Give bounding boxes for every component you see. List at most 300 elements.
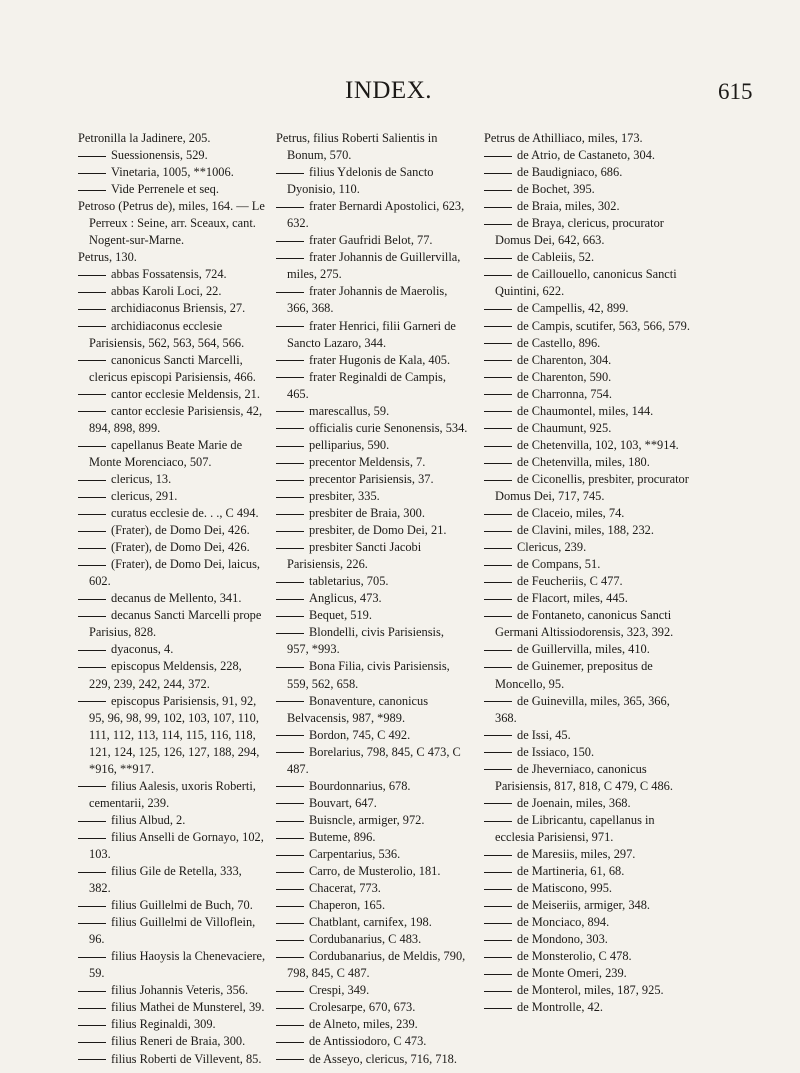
entry-dash — [484, 974, 512, 975]
entry-text: Buisncle, armiger, 972. — [309, 812, 425, 827]
entry-dash — [484, 1008, 512, 1009]
index-entry — [276, 488, 468, 505]
index-entry — [276, 863, 468, 880]
entry-dash — [78, 497, 106, 498]
entry-text: pelliparius, 590. — [309, 437, 390, 452]
index-entry — [276, 283, 468, 317]
entry-text: de Monte Omeri, 239. — [517, 966, 627, 981]
index-entry — [484, 420, 694, 437]
index-entry — [484, 880, 694, 897]
entry-dash — [484, 411, 512, 412]
entry-dash — [78, 1025, 106, 1026]
index-column-3 — [484, 130, 694, 1016]
index-entry — [276, 232, 468, 249]
index-entry — [484, 403, 694, 420]
entry-dash — [78, 1042, 106, 1043]
entry-dash — [276, 446, 304, 447]
entry-text: Borelarius, 798, 845, C 473, C 487. — [287, 744, 461, 776]
index-entry — [484, 641, 694, 658]
index-entry — [276, 999, 468, 1016]
entry-text: episcopus Parisiensis, 91, 92, 95, 96, 98, 99, 102, 103, 107, 110, 111, 112, 113, 114, 115, 116, 118, 121, 124, 125, 126, 127, 188, 294, *916, **917. — [89, 693, 260, 776]
index-entry — [78, 999, 266, 1016]
index-entry — [78, 283, 266, 300]
index-entry — [276, 352, 468, 369]
index-entry — [276, 249, 468, 283]
index-entry — [276, 1051, 468, 1068]
entry-text: filius Gile de Retella, 333, 382. — [89, 864, 242, 896]
index-entry — [78, 982, 266, 999]
index-entry — [484, 471, 694, 505]
entry-dash — [484, 377, 512, 378]
entry-dash — [78, 548, 106, 549]
entry-dash — [484, 872, 512, 873]
index-entry — [78, 556, 266, 590]
entry-dash — [276, 872, 304, 873]
index-column-2 — [276, 130, 468, 1068]
entry-dash — [78, 599, 106, 600]
entry-text: de Chaumontel, miles, 144. — [517, 403, 654, 418]
entry-dash — [484, 821, 512, 822]
index-entry — [484, 999, 694, 1016]
entry-text: de Monciaco, 894. — [517, 915, 610, 930]
index-entry — [276, 505, 468, 522]
entry-dash — [276, 616, 304, 617]
entry-text: de Atrio, de Castaneto, 304. — [517, 148, 655, 163]
index-entry — [276, 437, 468, 454]
index-entry — [484, 744, 694, 761]
entry-text: de Feucheriis, C 477. — [517, 574, 623, 589]
index-entry — [484, 352, 694, 369]
entry-text: Bonaventure, canonicus Belvacensis, 987, *989. — [287, 693, 429, 725]
entry-text: Cordubanarius, C 483. — [309, 932, 422, 947]
entry-text: archidiaconus Briensis, 27. — [111, 301, 246, 316]
entry-dash — [78, 326, 106, 327]
entry-text: Bequet, 519. — [309, 608, 372, 623]
entry-text: de Issiaco, 150. — [517, 744, 595, 759]
entry-dash — [484, 752, 512, 753]
entry-text: Petrus, 130. — [78, 250, 137, 265]
entry-text: presbiter, 335. — [309, 488, 380, 503]
page-number: 615 — [718, 79, 753, 104]
entry-dash — [78, 411, 106, 412]
entry-dash — [484, 173, 512, 174]
index-entry — [276, 658, 468, 692]
entry-text: decanus de Mellento, 341. — [111, 591, 242, 606]
entry-text: clericus, 13. — [111, 471, 172, 486]
entry-dash — [276, 428, 304, 429]
entry-dash — [276, 173, 304, 174]
index-entry — [78, 539, 266, 556]
index-entry — [78, 488, 266, 505]
index-entry — [484, 812, 694, 846]
index-entry — [78, 1033, 266, 1050]
index-entry — [276, 1016, 468, 1033]
entry-dash — [484, 735, 512, 736]
index-entry — [276, 1033, 468, 1050]
index-entry — [276, 829, 468, 846]
entry-text: Petronilla la Jadinere, 205. — [78, 131, 211, 145]
entry-dash — [78, 309, 106, 310]
entry-text: de Montrolle, 42. — [517, 1000, 604, 1015]
index-entry — [484, 266, 694, 300]
entry-dash — [78, 514, 106, 515]
entry-text: Carro, de Musterolio, 181. — [309, 864, 441, 879]
index-entry — [484, 437, 694, 454]
entry-text: filius Albud, 2. — [111, 812, 186, 827]
index-entry — [276, 897, 468, 914]
index-entry — [78, 590, 266, 607]
entry-dash — [484, 582, 512, 583]
entry-text: de Flacort, miles, 445. — [517, 591, 628, 606]
index-entry — [276, 164, 468, 198]
entry-dash — [276, 786, 304, 787]
entry-dash — [276, 258, 304, 259]
entry-dash — [276, 1059, 304, 1060]
index-entry — [78, 164, 266, 181]
entry-dash — [276, 207, 304, 208]
entry-text: de Braia, miles, 302. — [517, 199, 620, 214]
index-entry — [276, 522, 468, 539]
index-entry — [484, 965, 694, 982]
entry-dash — [78, 1059, 106, 1060]
entry-dash — [484, 957, 512, 958]
index-entry — [484, 914, 694, 931]
entry-text: Cordubanarius, de Meldis, 790, 798, 845, C 487. — [287, 949, 466, 981]
entry-text: Blondelli, civis Parisiensis, 957, *993. — [287, 625, 444, 657]
index-entry — [276, 880, 468, 897]
index-entry — [276, 590, 468, 607]
index-entry — [484, 931, 694, 948]
index-entry — [484, 573, 694, 590]
index-entry — [78, 778, 266, 812]
entry-text: Petrus de Athilliaco, miles, 173. — [484, 131, 643, 145]
index-entry — [484, 846, 694, 863]
entry-text: cantor ecclesie Parisiensis, 42, 894, 898, 899. — [89, 403, 263, 435]
index-entry — [78, 607, 266, 641]
page-header — [0, 77, 800, 107]
entry-dash — [484, 565, 512, 566]
index-entry — [78, 522, 266, 539]
entry-text: curatus ecclesie de. . ., C 494. — [111, 506, 259, 521]
entry-dash — [276, 1025, 304, 1026]
entry-dash — [78, 701, 106, 702]
index-entry — [484, 147, 694, 164]
entry-dash — [484, 769, 512, 770]
entry-text: filius Ydelonis de Sancto Dyonisio, 110. — [287, 165, 434, 197]
entry-dash — [484, 360, 512, 361]
index-entry — [484, 607, 694, 641]
entry-text: frater Hugonis de Kala, 405. — [309, 352, 451, 367]
entry-dash — [78, 173, 106, 174]
entry-text: episcopus Meldensis, 228, 229, 239, 242, 244, 372. — [89, 659, 242, 691]
entry-text: cantor ecclesie Meldensis, 21. — [111, 386, 260, 401]
entry-dash — [276, 940, 304, 941]
entry-text: Clericus, 239. — [517, 540, 587, 555]
entry-text: filius Guillelmi de Buch, 70. — [111, 898, 253, 913]
index-entry — [78, 352, 266, 386]
entry-dash — [78, 616, 106, 617]
index-entry — [276, 454, 468, 471]
entry-text: de Maresiis, miles, 297. — [517, 846, 636, 861]
entry-text: Chaperon, 165. — [309, 898, 386, 913]
entry-text: de Caillouello, canonicus Sancti Quintini, 622. — [495, 267, 677, 299]
index-entry — [276, 795, 468, 812]
entry-text: Vide Perrenele et seq. — [111, 182, 219, 197]
entry-dash — [78, 991, 106, 992]
index-entry — [484, 727, 694, 744]
entry-dash — [276, 480, 304, 481]
entry-text: presbiter de Braia, 300. — [309, 506, 425, 521]
index-entry — [276, 948, 468, 982]
entry-text: de Mondono, 303. — [517, 932, 608, 947]
index-entry — [276, 420, 468, 437]
entry-dash — [484, 190, 512, 191]
entry-text: filius Aalesis, uxoris Roberti, cementarii, 239. — [89, 778, 256, 810]
entry-text: de Guinemer, prepositus de Moncello, 95. — [495, 659, 653, 691]
entry-dash — [78, 156, 106, 157]
index-entry — [484, 198, 694, 215]
entry-dash — [484, 463, 512, 464]
entry-dash — [78, 906, 106, 907]
entry-dash — [276, 514, 304, 515]
entry-text: de Chetenvilla, 102, 103, **914. — [517, 437, 679, 452]
entry-text: de Ciconellis, presbiter, procurator Domus Dei, 717, 745. — [495, 471, 689, 503]
entry-text: de Charronna, 754. — [517, 386, 612, 401]
index-entry — [78, 1016, 266, 1033]
entry-text: (Frater), de Domo Dei, 426. — [111, 523, 250, 538]
index-entry — [484, 761, 694, 795]
index-column-1 — [78, 130, 266, 1068]
index-entry — [484, 522, 694, 539]
index-entry — [276, 130, 468, 164]
index-entry — [78, 505, 266, 522]
index-entry — [276, 778, 468, 795]
entry-dash — [78, 190, 106, 191]
entry-dash — [276, 667, 304, 668]
entry-dash — [78, 1008, 106, 1009]
entry-dash — [78, 275, 106, 276]
index-entry — [276, 403, 468, 420]
index-entry — [276, 539, 468, 573]
entry-dash — [276, 548, 304, 549]
index-entry — [276, 982, 468, 999]
entry-text: abbas Fossatensis, 724. — [111, 267, 227, 282]
index-entry — [484, 539, 694, 556]
entry-dash — [78, 650, 106, 651]
entry-dash — [276, 497, 304, 498]
entry-dash — [78, 480, 106, 481]
entry-text: filius Reneri de Braia, 300. — [111, 1034, 246, 1049]
index-entry — [484, 300, 694, 317]
index-entry — [78, 863, 266, 897]
entry-text: filius Haoysis la Chenevaciere, 59. — [89, 949, 266, 981]
entry-dash — [276, 838, 304, 839]
index-entry — [484, 335, 694, 352]
index-entry — [276, 198, 468, 232]
entry-dash — [484, 855, 512, 856]
entry-text: clericus, 291. — [111, 488, 178, 503]
entry-dash — [484, 480, 512, 481]
entry-text: Anglicus, 473. — [309, 591, 382, 606]
index-entry — [78, 300, 266, 317]
entry-dash — [276, 599, 304, 600]
index-entry — [78, 897, 266, 914]
entry-dash — [276, 855, 304, 856]
entry-dash — [484, 258, 512, 259]
index-entry — [78, 403, 266, 437]
index-entry — [484, 863, 694, 880]
entry-dash — [276, 360, 304, 361]
entry-text: tabletarius, 705. — [309, 574, 389, 589]
entry-text: marescallus, 59. — [309, 403, 390, 418]
entry-text: frater Reginaldi de Campis, 465. — [287, 369, 446, 401]
entry-text: Buteme, 896. — [309, 829, 376, 844]
entry-text: de Monsterolio, C 478. — [517, 949, 632, 964]
entry-text: de Antissiodoro, C 473. — [309, 1034, 427, 1049]
index-entry — [484, 130, 694, 147]
entry-dash — [276, 633, 304, 634]
entry-dash — [276, 377, 304, 378]
entry-text: filius Mathei de Munsterel, 39. — [111, 1000, 265, 1015]
entry-text: de Cableiis, 52. — [517, 250, 595, 265]
index-entry — [276, 812, 468, 829]
entry-dash — [276, 957, 304, 958]
index-entry — [78, 147, 266, 164]
entry-text: de Martineria, 61, 68. — [517, 864, 625, 879]
index-entry — [78, 641, 266, 658]
entry-dash — [484, 207, 512, 208]
entry-dash — [276, 1042, 304, 1043]
index-entry — [276, 727, 468, 744]
entry-text: frater Henrici, filii Garneri de Sancto Lazaro, 344. — [287, 318, 456, 350]
entry-dash — [78, 292, 106, 293]
index-entry — [78, 198, 266, 249]
entry-text: frater Bernardi Apostolici, 623, 632. — [287, 199, 465, 231]
entry-text: Carpentarius, 536. — [309, 846, 401, 861]
entry-dash — [276, 923, 304, 924]
index-entry — [78, 266, 266, 283]
entry-dash — [276, 292, 304, 293]
index-entry — [484, 249, 694, 266]
entry-text: presbiter, de Domo Dei, 21. — [309, 523, 447, 538]
entry-text: Bordon, 745, C 492. — [309, 727, 411, 742]
entry-text: officialis curie Senonensis, 534. — [309, 420, 468, 435]
entry-dash — [276, 326, 304, 327]
entry-dash — [484, 514, 512, 515]
index-entry — [276, 607, 468, 624]
entry-dash — [276, 582, 304, 583]
entry-dash — [484, 616, 512, 617]
entry-dash — [276, 531, 304, 532]
entry-text: (Frater), de Domo Dei, 426. — [111, 540, 250, 555]
entry-dash — [276, 889, 304, 890]
index-entry — [484, 181, 694, 198]
entry-text: Chatblant, carnifex, 198. — [309, 915, 432, 930]
entry-text: de Chetenvilla, miles, 180. — [517, 454, 650, 469]
entry-dash — [78, 667, 106, 668]
index-entry — [78, 130, 266, 147]
index-entry — [276, 369, 468, 403]
entry-dash — [484, 275, 512, 276]
entry-text: de Castello, 896. — [517, 335, 601, 350]
entry-text: de Matiscono, 995. — [517, 881, 612, 896]
entry-text: de Charenton, 304. — [517, 352, 612, 367]
entry-dash — [484, 991, 512, 992]
entry-text: de Charenton, 590. — [517, 369, 612, 384]
entry-dash — [484, 701, 512, 702]
entry-text: de Alneto, miles, 239. — [309, 1017, 418, 1032]
index-entry — [484, 897, 694, 914]
index-entry — [276, 318, 468, 352]
entry-text: de Claceio, miles, 74. — [517, 506, 625, 521]
entry-text: Chacerat, 773. — [309, 881, 381, 896]
index-entry — [78, 948, 266, 982]
entry-dash — [484, 224, 512, 225]
entry-text: frater Johannis de Guillervilla, miles, 275. — [287, 250, 461, 282]
entry-dash — [484, 548, 512, 549]
index-entry — [484, 795, 694, 812]
entry-text: de Meiseriis, armiger, 348. — [517, 898, 651, 913]
entry-text: de Compans, 51. — [517, 557, 601, 572]
entry-text: Crespi, 349. — [309, 983, 370, 998]
entry-dash — [484, 428, 512, 429]
entry-dash — [276, 803, 304, 804]
index-entry — [484, 948, 694, 965]
entry-text: Bourdonnarius, 678. — [309, 778, 411, 793]
index-entry — [78, 181, 266, 198]
entry-dash — [276, 463, 304, 464]
entry-dash — [78, 531, 106, 532]
entry-dash — [78, 565, 106, 566]
index-entry — [484, 369, 694, 386]
entry-text: Suessionensis, 529. — [111, 148, 208, 163]
entry-text: frater Johannis de Maerolis, 366, 368. — [287, 284, 448, 316]
entry-dash — [78, 360, 106, 361]
index-entry — [484, 454, 694, 471]
entry-dash — [484, 446, 512, 447]
entry-text: de Campis, scutifer, 563, 566, 579. — [517, 318, 690, 333]
index-entry — [276, 744, 468, 778]
entry-text: decanus Sancti Marcelli prope Parisius, 828. — [89, 608, 262, 640]
index-entry — [484, 658, 694, 692]
index-entry — [78, 658, 266, 692]
entry-dash — [484, 156, 512, 157]
index-entry — [78, 1051, 266, 1068]
entry-text: de Guillervilla, miles, 410. — [517, 642, 650, 657]
entry-dash — [78, 446, 106, 447]
index-entry — [484, 505, 694, 522]
entry-dash — [484, 326, 512, 327]
index-entry — [276, 914, 468, 931]
entry-dash — [78, 821, 106, 822]
index-entry — [276, 693, 468, 727]
index-entry — [276, 624, 468, 658]
index-entry — [276, 931, 468, 948]
index-entry — [78, 318, 266, 352]
index-entry — [78, 249, 266, 266]
entry-dash — [276, 701, 304, 702]
entry-dash — [484, 923, 512, 924]
index-entry — [484, 590, 694, 607]
entry-text: capellanus Beate Marie de Monte Morenciaco, 507. — [89, 437, 243, 469]
entry-text: de Jheverniaco, canonicus Parisiensis, 817, 818, C 479, C 486. — [495, 761, 673, 793]
entry-dash — [484, 906, 512, 907]
entry-text: de Joenain, miles, 368. — [517, 795, 631, 810]
entry-text: de Baudigniaco, 686. — [517, 165, 623, 180]
entry-text: Petroso (Petrus de), miles, 164. — Le Perreux : Seine, arr. Sceaux, cant. Nogent-sur-Marne. — [78, 199, 265, 248]
entry-dash — [78, 394, 106, 395]
entry-text: de Issi, 45. — [517, 727, 571, 742]
